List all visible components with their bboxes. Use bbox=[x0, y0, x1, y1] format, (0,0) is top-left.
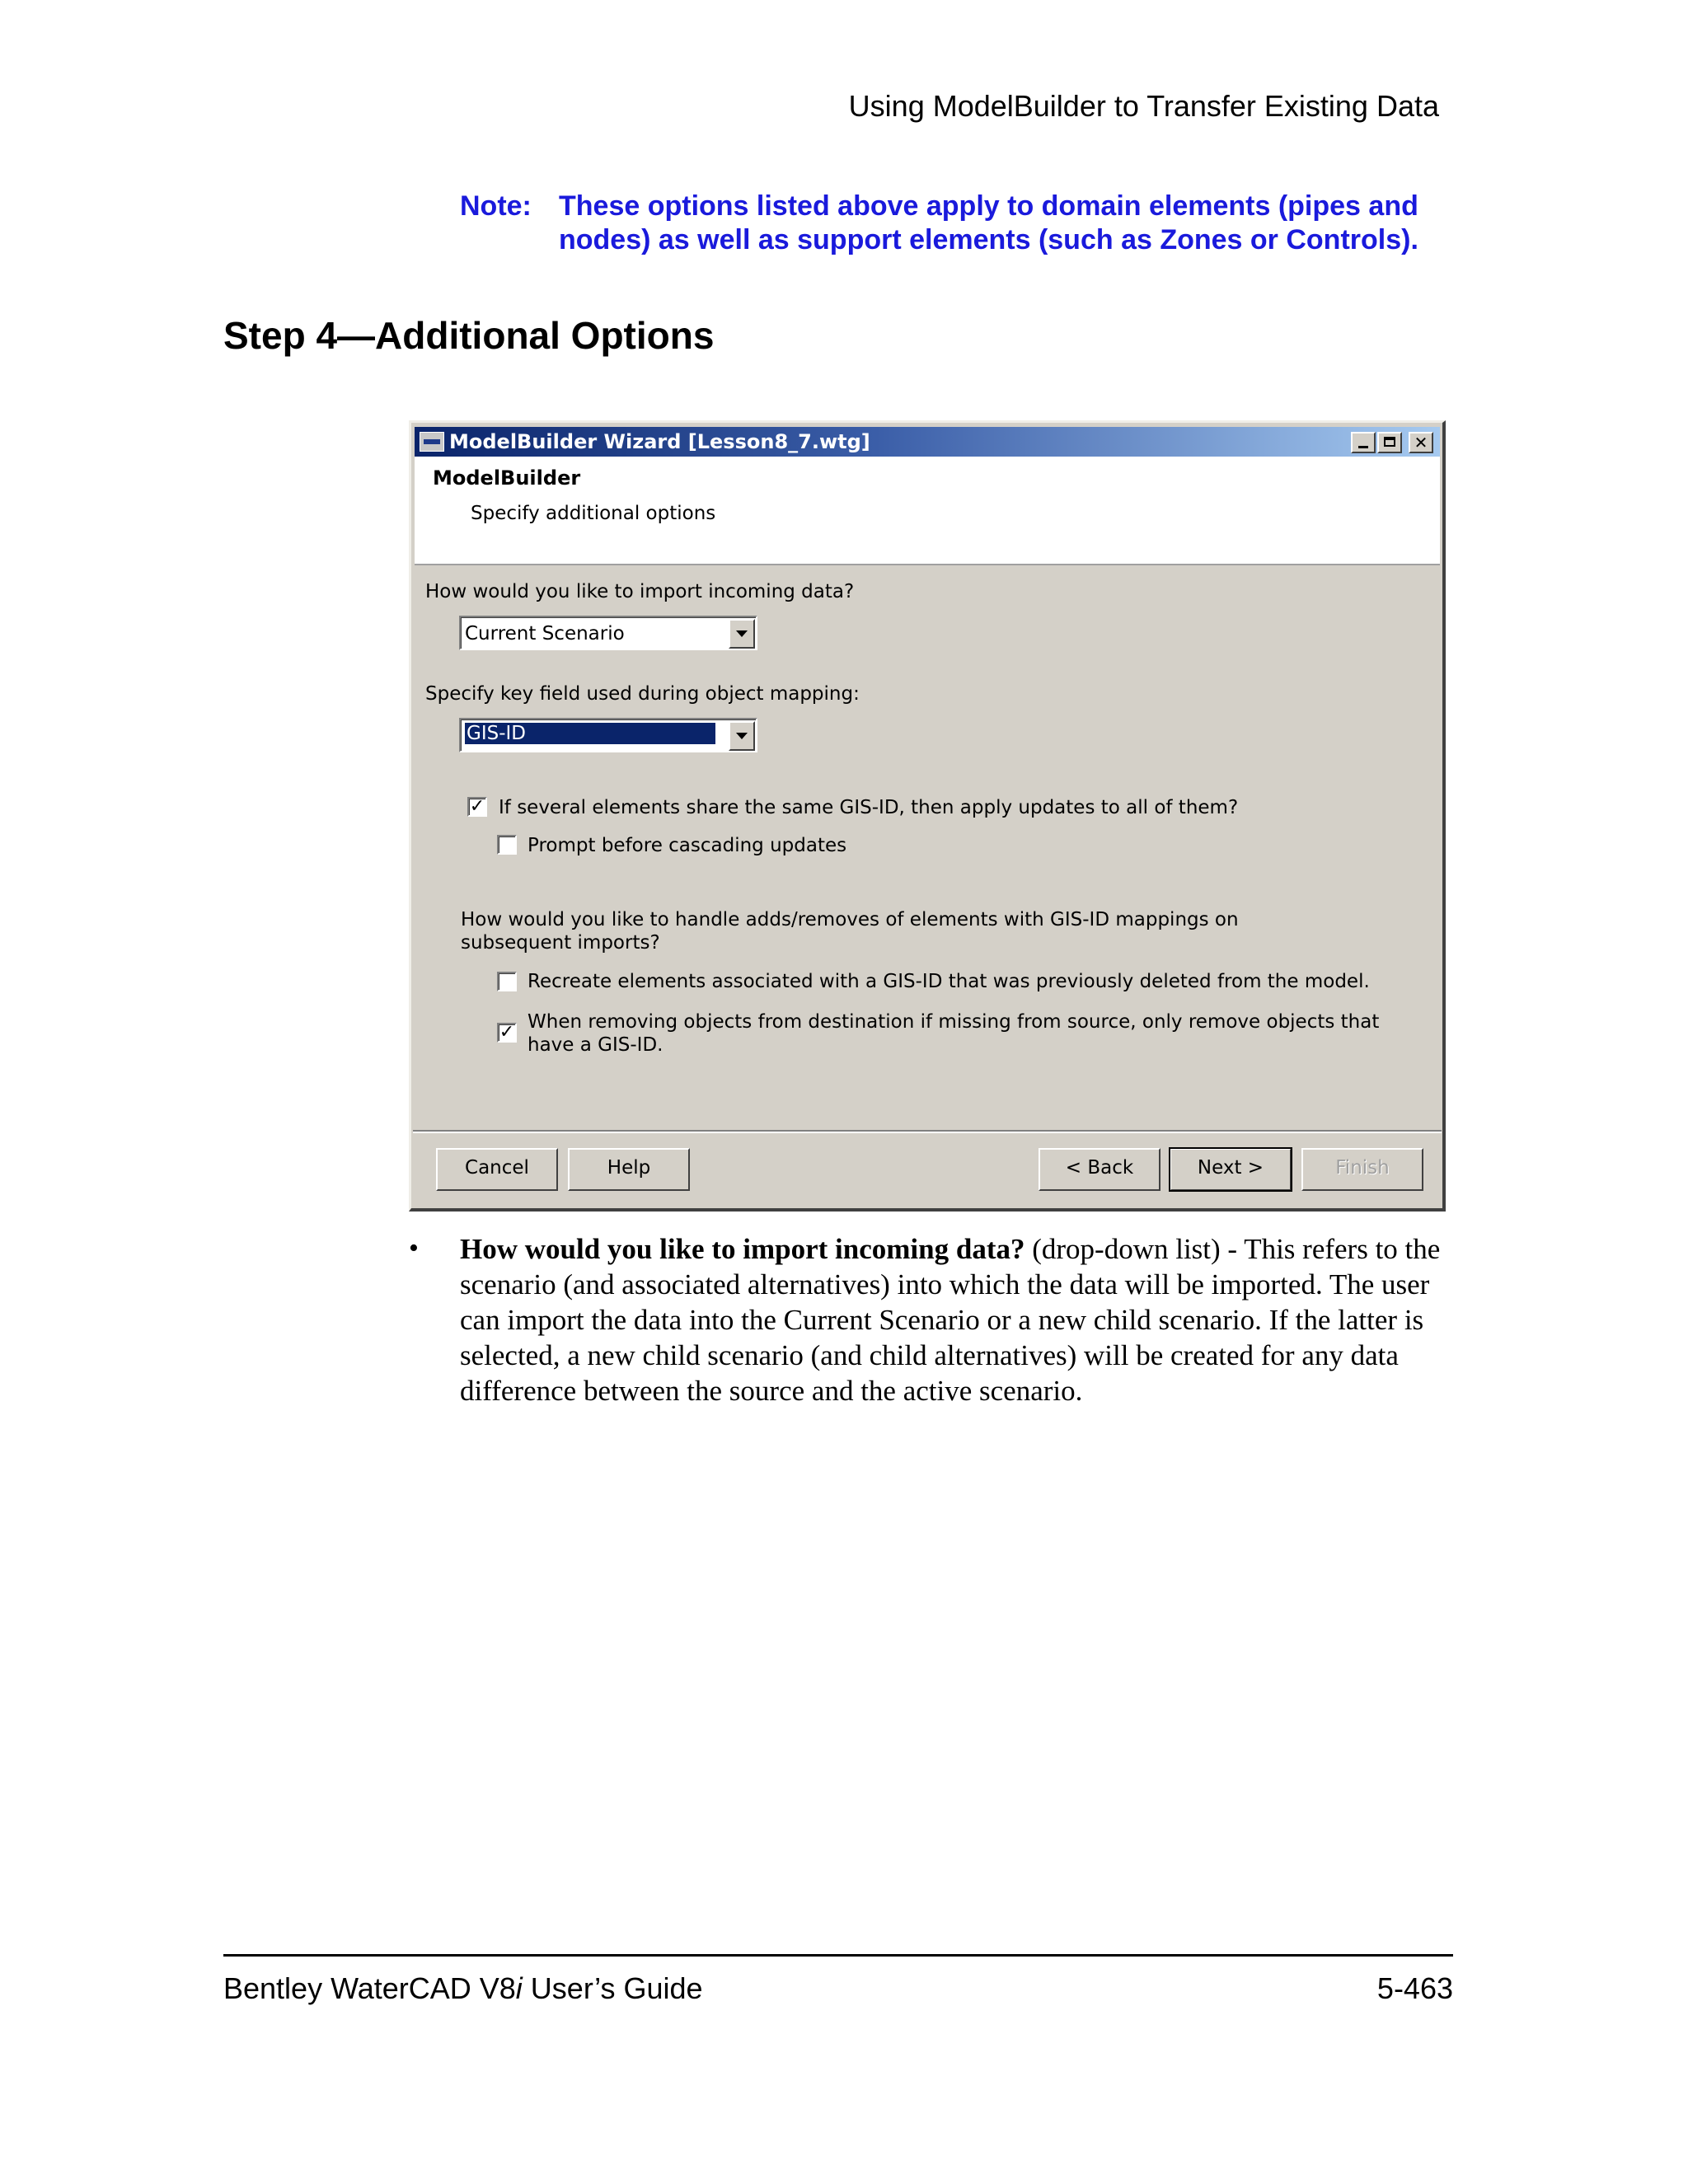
button-separator bbox=[413, 1130, 1442, 1133]
footer-title bbox=[223, 1971, 703, 2006]
key-field-value: GIS-ID bbox=[465, 723, 715, 744]
chevron-down-icon[interactable] bbox=[729, 619, 755, 649]
note-label: Note: bbox=[460, 190, 532, 222]
footer-title-suffix: User’s Guide bbox=[522, 1971, 703, 2005]
banner-subtitle: Specify additional options bbox=[471, 503, 716, 524]
handle-question-line2: subsequent imports? bbox=[461, 932, 660, 954]
remove-objects-label-line2: have a GIS-ID. bbox=[528, 1034, 663, 1056]
maximize-button[interactable] bbox=[1377, 432, 1402, 453]
chevron-down-icon[interactable] bbox=[729, 721, 755, 751]
recreate-elements-checkbox[interactable] bbox=[497, 972, 517, 991]
footer-title-italic: i bbox=[515, 1971, 523, 2005]
finish-button: Finish bbox=[1301, 1148, 1423, 1191]
dialog-titlebar[interactable] bbox=[415, 427, 1440, 457]
import-question-label: How would you like to import incoming data? bbox=[425, 581, 855, 602]
bullet-marker: • bbox=[409, 1233, 419, 1263]
prompt-cascading-label: Prompt before cascading updates bbox=[528, 835, 847, 856]
wizard-banner bbox=[415, 457, 1440, 564]
prompt-cascading-checkbox[interactable] bbox=[497, 835, 517, 855]
import-scenario-value: Current Scenario bbox=[465, 623, 625, 644]
apply-all-label: If several elements share the same GIS-ID, then apply updates to all of them? bbox=[499, 797, 1239, 818]
handle-question-line1: How would you like to handle adds/removes of elements with GIS-ID mappings on bbox=[461, 909, 1239, 930]
body-paragraph bbox=[460, 1231, 1449, 1408]
note-text: These options listed above apply to domain elements (pipes and nodes) as well as support elements (such as Zones or Controls). bbox=[559, 190, 1418, 255]
page-number: 5-463 bbox=[1376, 1971, 1453, 2005]
key-field-label: Specify key field used during object mapping: bbox=[425, 683, 860, 705]
cancel-button[interactable]: Cancel bbox=[436, 1148, 558, 1191]
dialog-title: ModelBuilder Wizard [Lesson8_7.wtg] bbox=[449, 430, 870, 453]
remove-objects-label-line1: When removing objects from destination if missing from source, only remove objects that bbox=[528, 1011, 1380, 1033]
minimize-button[interactable] bbox=[1351, 432, 1376, 453]
modelbuilder-wizard-dialog bbox=[409, 420, 1446, 1212]
apply-all-checkbox[interactable] bbox=[467, 797, 487, 817]
body-text: (drop-down list) - This refers to the scenario (and associated alternatives) into which the data will be imported. The user can import the data into the Current Scenario or a new child scenario. If the latter is selected, a new child scenario (and child alternatives) will be created for any data difference between the source and the active scenario. bbox=[460, 1233, 1441, 1407]
app-icon bbox=[420, 432, 444, 452]
remove-objects-checkbox[interactable] bbox=[497, 1023, 517, 1043]
footer-title-prefix: Bentley WaterCAD V8 bbox=[223, 1971, 516, 2005]
back-button[interactable]: < Back bbox=[1039, 1148, 1160, 1191]
close-button[interactable] bbox=[1409, 432, 1433, 453]
recreate-elements-label: Recreate elements associated with a GIS-ID that was previously deleted from the model. bbox=[528, 971, 1370, 992]
key-field-select[interactable] bbox=[459, 718, 757, 752]
banner-title: ModelBuilder bbox=[433, 466, 581, 490]
checkmark-icon: ✓ bbox=[499, 1022, 515, 1043]
maximize-icon bbox=[1384, 437, 1395, 447]
section-heading: Step 4—Additional Options bbox=[223, 314, 715, 357]
running-header: Using ModelBuilder to Transfer Existing Data bbox=[848, 89, 1439, 123]
import-scenario-select[interactable] bbox=[459, 616, 757, 650]
body-bold-lead: How would you like to import incoming data? bbox=[460, 1233, 1025, 1265]
help-button[interactable]: Help bbox=[568, 1148, 690, 1191]
footer-rule bbox=[223, 1954, 1453, 1957]
minimize-icon bbox=[1358, 446, 1368, 448]
close-icon: ✕ bbox=[1414, 433, 1428, 452]
checkmark-icon: ✓ bbox=[469, 796, 485, 817]
next-button[interactable]: Next > bbox=[1170, 1148, 1292, 1191]
